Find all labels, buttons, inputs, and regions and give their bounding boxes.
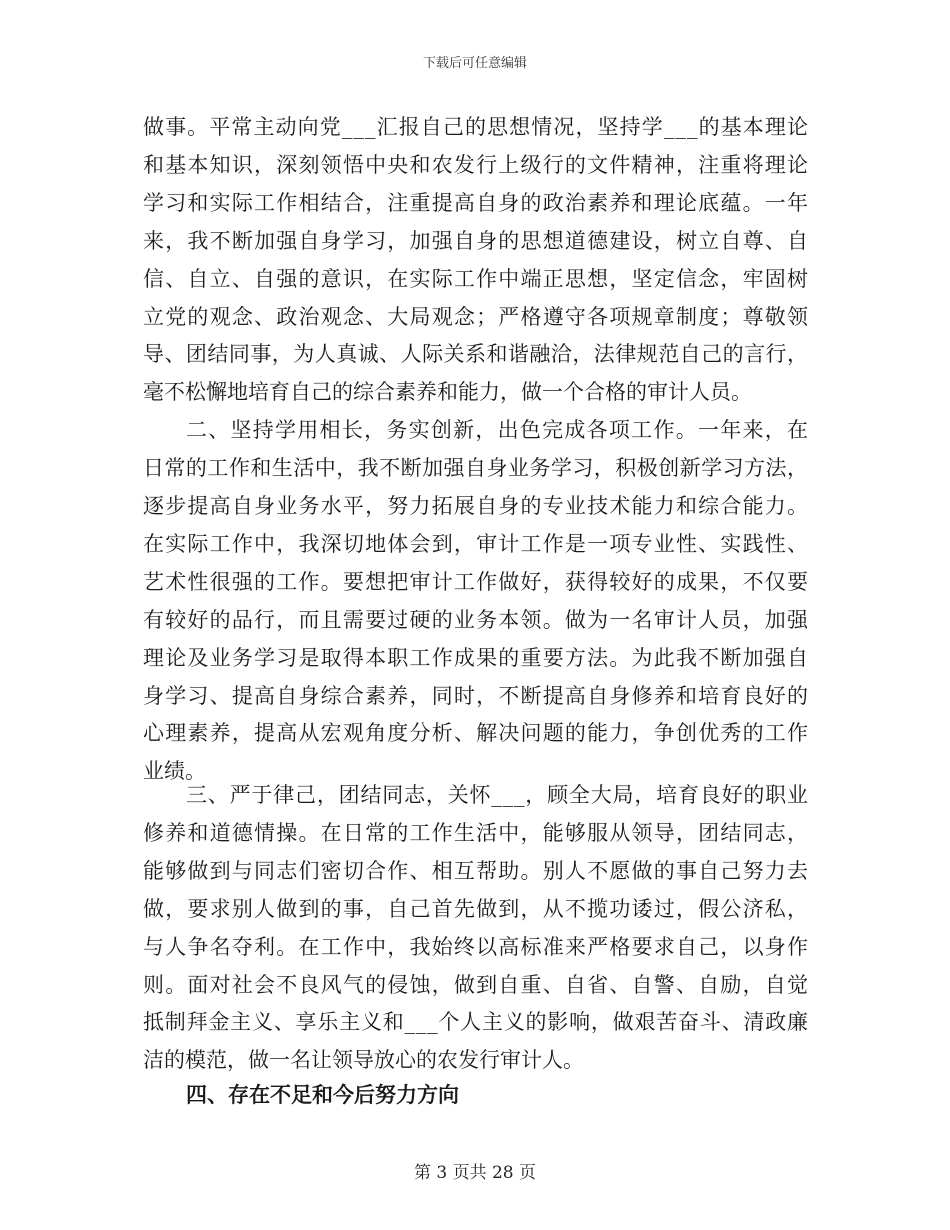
body-line: 立党的观念、政治观念、大局观念；严格遵守各项规章制度；尊敬领 — [143, 304, 810, 329]
body-line: 与人争名夺利。在工作中，我始终以高标准来严格要求自己，以身作 — [143, 934, 810, 959]
body-line: 洁的模范，做一名让领导放心的农发行审计人。 — [143, 1048, 584, 1073]
section-heading: 四、存在不足和今后努力方向 — [186, 1083, 459, 1107]
body-line: 毫不松懈地培育自己的综合素养和能力，做一个合格的审计人员。 — [143, 380, 752, 405]
body-line: 学习和实际工作相结合，注重提高自身的政治素养和理论底蕴。一年 — [143, 190, 810, 215]
body-line: 心理素养，提高从宏观角度分析、解决问题的能力，争创优秀的工作 — [143, 721, 810, 746]
body-line: 艺术性很强的工作。要想把审计工作做好，获得较好的成果，不仅要 — [143, 569, 810, 594]
body-line: 信、自立、自强的意识，在实际工作中端正思想，坚定信念，牢固树 — [143, 266, 810, 291]
body-line: 来，我不断加强自身学习，加强自身的思想道德建设，树立自尊、自 — [143, 228, 810, 253]
body-line: 能够做到与同志们密切合作、相互帮助。别人不愿做的事自己努力去 — [143, 858, 810, 883]
body-line: 逐步提高自身业务水平，努力拓展自身的专业技术能力和综合能力。 — [143, 494, 810, 518]
body-line: 有较好的品行，而且需要过硬的业务本领。做为一名审计人员，加强 — [143, 607, 810, 632]
body-line: 业绩。 — [143, 759, 206, 784]
body-line: 做，要求别人做到的事，自己首先做到，从不揽功诿过，假公济私， — [143, 896, 810, 921]
body-line: 理论及业务学习是取得本职工作成果的重要方法。为此我不断加强自 — [143, 645, 810, 670]
body-line: 在实际工作中，我深切地体会到，审计工作是一项专业性、实践性、 — [143, 531, 810, 556]
page-header: 下载后可任意编辑 — [422, 56, 527, 71]
body-line: 抵制拜金主义、享乐主义和___个人主义的影响，做艰苦奋斗、清政廉 — [143, 1010, 809, 1035]
body-line: 和基本知识，深刻领悟中央和农发行上级行的文件精神，注重将理论 — [143, 152, 810, 177]
body-line: 日常的工作和生活中，我不断加强自身业务学习，积极创新学习方法， — [143, 456, 809, 481]
body-line: 身学习、提高自身综合素养，同时，不断提高自身修养和培育良好的 — [143, 683, 810, 708]
body-line: 则。面对社会不良风气的侵蚀，做到自重、自省、自警、自励，自觉 — [143, 972, 810, 997]
body-line: 修养和道德情操。在日常的工作生活中，能够服从领导，团结同志， — [143, 820, 810, 845]
body-line: 做事。平常主动向党___汇报自己的思想情况，坚持学___的基本理论 — [143, 115, 810, 139]
body-line: 三、严于律己，团结同志，关怀___，顾全大局，培育良好的职业 — [186, 783, 809, 807]
body-line: 二、坚持学用相长，务实创新，出色完成各项工作。一年来，在 — [186, 418, 810, 443]
body-line: 导、团结同事，为人真诚、人际关系和谐融洽，法律规范自己的言行， — [143, 342, 809, 367]
page-footer: 第 3 页共 28 页 — [413, 1163, 537, 1183]
